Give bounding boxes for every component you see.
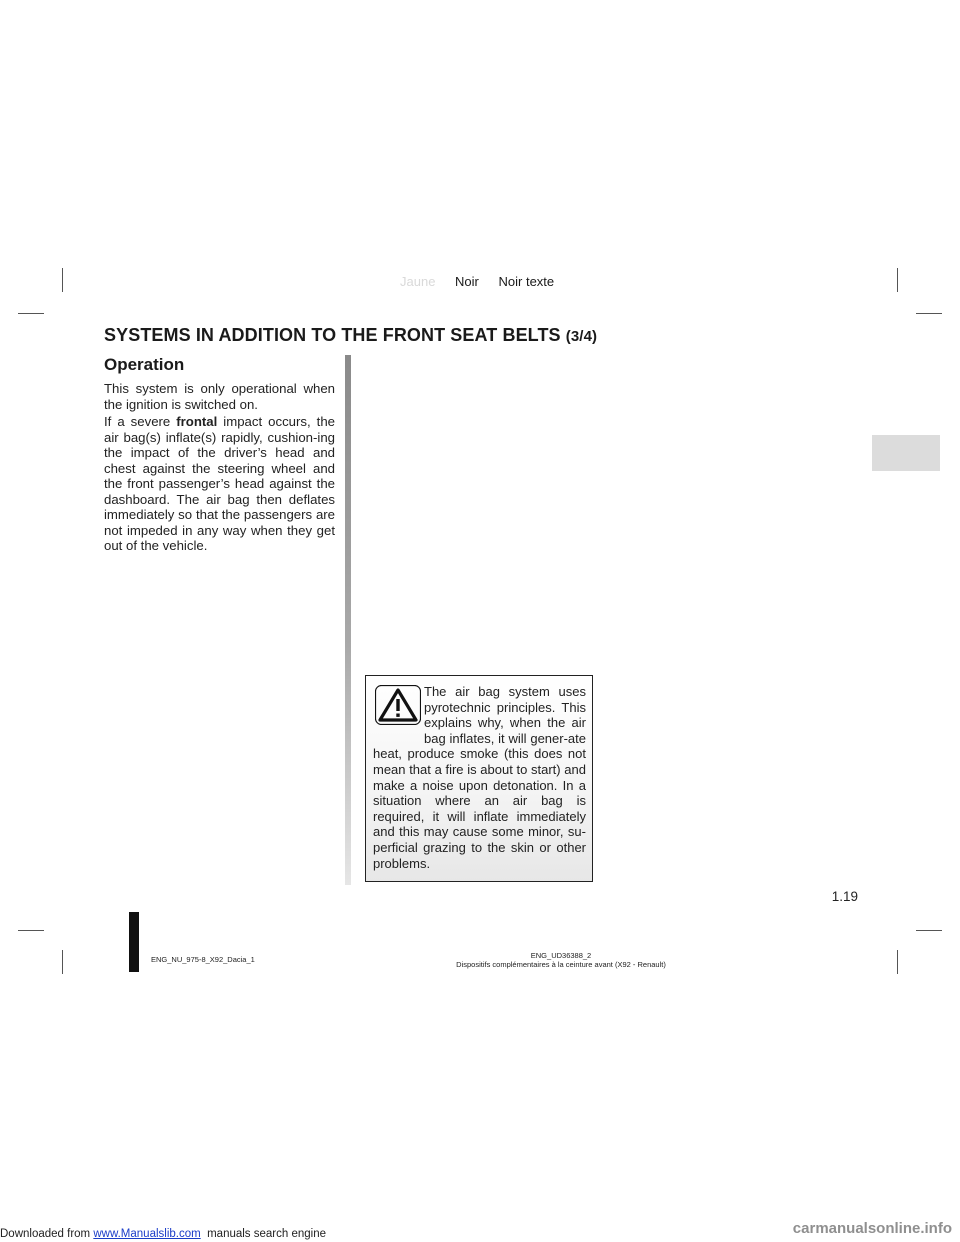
section-title: Operation (104, 355, 185, 374)
download-bar (0, 1228, 326, 1240)
crop-mark (916, 313, 942, 314)
color-label-noir-texte: Noir texte (498, 274, 555, 289)
manualslib-link[interactable]: www.Manualslib.com (93, 1228, 201, 1240)
watermark: carmanualsonline.info (792, 1220, 952, 1237)
crop-mark (897, 950, 898, 974)
download-suffix: manuals search engine (200, 1228, 327, 1240)
download-prefix: Downloaded from (0, 1228, 94, 1240)
page-number: 1.19 (831, 889, 858, 904)
paragraph-impact-rest: impact occurs, the air bag(s) inflate(s) rapidly, cushion-ing the impact of the driver’s head and chest against the steering wheel and the front passenger’s head against the dashboard. The air bag then deflates immediately so that the passengers are not impeded in any way when they get out of the vehicle. (104, 414, 335, 553)
footer-section-title: Dispositifs complémentaires à la ceinture avant (X92 - Renault) (456, 960, 666, 969)
color-label-jaune: Jaune (400, 274, 436, 289)
paragraph-impact-prefix: If a severe (104, 414, 177, 429)
crop-mark (62, 268, 63, 292)
black-bar-marker (129, 912, 139, 972)
column-divider (345, 355, 351, 885)
warning-text: The air bag system uses pyrotechnic principles. This explains why, when the air bag inflates, it will gener-ate heat, produce smoke (this does not mean that a fire is about to start) and make a noise upon detonation. In a situation where an air bag is required, it will inflate immediately and this may cause some minor, su-perficial grazing to the skin or other problems. (373, 684, 586, 871)
warning-box (365, 675, 593, 882)
crop-mark (18, 313, 44, 314)
page-title (104, 325, 597, 346)
crop-mark (897, 268, 898, 292)
side-tab (872, 435, 940, 471)
paragraph-impact-bold: frontal (176, 414, 218, 429)
footer-section-code: ENG_UD36388_2 (530, 951, 592, 960)
paragraph-ignition: This system is only operational when the ignition is switched on. (104, 381, 335, 412)
crop-mark (916, 930, 942, 931)
page-part-indicator: (3/4) (565, 328, 598, 345)
page-title-text: SYSTEMS IN ADDITION TO THE FRONT SEAT BELTS (104, 325, 561, 345)
color-bar (400, 274, 570, 289)
paragraph-impact (104, 414, 335, 554)
crop-mark (18, 930, 44, 931)
footer-document-code: ENG_NU_975-8_X92_Dacia_1 (151, 955, 255, 964)
color-label-noir: Noir (455, 274, 479, 289)
crop-mark (62, 950, 63, 974)
